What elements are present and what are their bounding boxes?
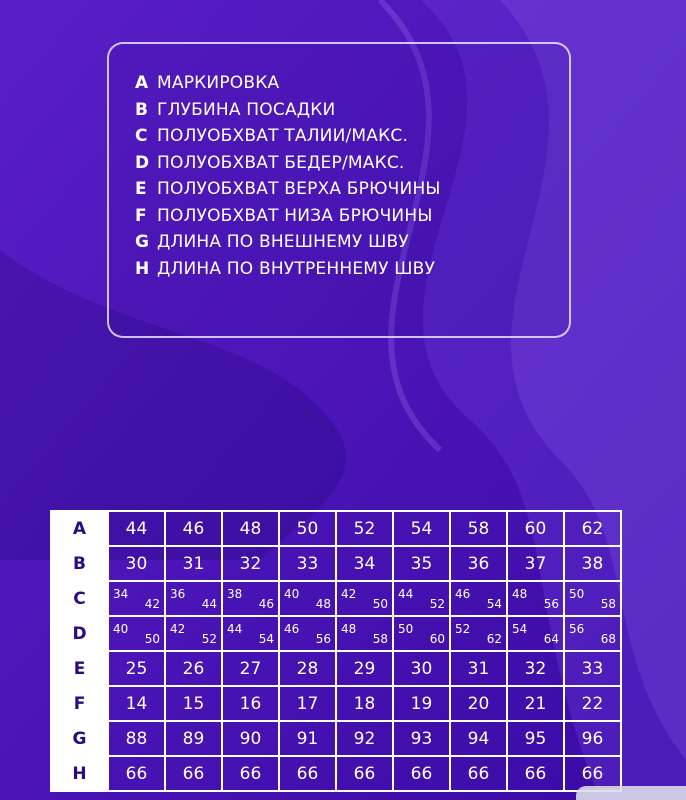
table-row xyxy=(51,756,621,791)
range-max: 54 xyxy=(486,597,502,611)
legend-item xyxy=(135,70,441,97)
table-cell: 66 xyxy=(393,756,450,791)
table-cell: 16 xyxy=(222,686,279,721)
table-cell: 66 xyxy=(564,756,621,791)
legend-item xyxy=(135,97,441,124)
table-cell: 66 xyxy=(450,756,507,791)
table-cell-range xyxy=(507,616,564,651)
legend-letter: D xyxy=(135,152,150,173)
table-cell: 66 xyxy=(507,756,564,791)
range-min: 44 xyxy=(227,622,243,636)
table-row xyxy=(51,651,621,686)
legend-text: ДЛИНА ПО ВНУТРЕННЕМУ ШВУ xyxy=(157,258,436,279)
range-pair xyxy=(109,617,164,650)
row-label: B xyxy=(51,546,108,581)
legend-text: ПОЛУОБХВАТ ВЕРХА БРЮЧИНЫ xyxy=(157,179,441,200)
table-cell: 94 xyxy=(450,721,507,756)
row-label: E xyxy=(51,651,108,686)
table-cell: 29 xyxy=(336,651,393,686)
table-cell: 66 xyxy=(222,756,279,791)
table-cell-range xyxy=(393,616,450,651)
range-pair xyxy=(337,617,392,650)
legend-text: ГЛУБИНА ПОСАДКИ xyxy=(157,99,336,120)
row-label: F xyxy=(51,686,108,721)
table-cell: 35 xyxy=(393,546,450,581)
range-pair xyxy=(166,582,221,615)
range-max: 64 xyxy=(543,632,559,646)
range-pair xyxy=(280,582,335,615)
table-cell: 34 xyxy=(336,546,393,581)
table-cell: 90 xyxy=(222,721,279,756)
table-cell-range xyxy=(222,616,279,651)
table-cell-range xyxy=(507,581,564,616)
table-cell: 31 xyxy=(165,546,222,581)
table-cell-range xyxy=(279,581,336,616)
legend-letter: E xyxy=(135,179,147,200)
table-row xyxy=(51,686,621,721)
table-row xyxy=(51,546,621,581)
range-max: 42 xyxy=(144,597,160,611)
row-label: G xyxy=(51,721,108,756)
table-cell: 18 xyxy=(336,686,393,721)
page-corner xyxy=(576,786,686,800)
range-pair xyxy=(508,617,563,650)
table-cell: 30 xyxy=(393,651,450,686)
table-cell-range xyxy=(336,616,393,651)
table-cell: 54 xyxy=(393,511,450,546)
table-cell: 33 xyxy=(279,546,336,581)
range-max: 50 xyxy=(144,632,160,646)
table-cell: 20 xyxy=(450,686,507,721)
table-cell: 62 xyxy=(564,511,621,546)
table-cell: 66 xyxy=(279,756,336,791)
range-max: 60 xyxy=(429,632,445,646)
legend-letter: C xyxy=(135,126,148,147)
range-max: 44 xyxy=(201,597,217,611)
table-cell: 15 xyxy=(165,686,222,721)
range-max: 56 xyxy=(315,632,331,646)
range-pair xyxy=(508,582,563,615)
legend-item xyxy=(135,229,441,256)
legend-letter: A xyxy=(135,73,149,94)
table-cell: 19 xyxy=(393,686,450,721)
range-min: 46 xyxy=(455,587,471,601)
table-cell-range xyxy=(108,616,165,651)
legend-box xyxy=(107,42,571,338)
table-cell: 27 xyxy=(222,651,279,686)
table-cell: 30 xyxy=(108,546,165,581)
range-pair xyxy=(565,582,620,615)
size-table xyxy=(50,510,622,792)
range-min: 44 xyxy=(398,587,414,601)
range-pair xyxy=(451,582,506,615)
table-cell: 44 xyxy=(108,511,165,546)
legend-text: ПОЛУОБХВАТ ТАЛИИ/МАКС. xyxy=(157,126,409,147)
range-min: 54 xyxy=(512,622,528,636)
table-cell: 89 xyxy=(165,721,222,756)
range-max: 48 xyxy=(315,597,331,611)
range-max: 62 xyxy=(486,632,502,646)
range-pair xyxy=(394,617,449,650)
range-pair xyxy=(109,582,164,615)
table-cell-range xyxy=(108,581,165,616)
range-min: 50 xyxy=(569,587,585,601)
range-min: 40 xyxy=(284,587,300,601)
range-max: 68 xyxy=(600,632,616,646)
legend-letter: H xyxy=(135,258,150,279)
table-cell-range xyxy=(279,616,336,651)
table-cell: 92 xyxy=(336,721,393,756)
table-cell: 91 xyxy=(279,721,336,756)
legend-text: ДЛИНА ПО ВНЕШНЕМУ ШВУ xyxy=(157,232,409,253)
range-min: 48 xyxy=(512,587,528,601)
table-cell: 93 xyxy=(393,721,450,756)
legend-text: ПОЛУОБХВАТ БЕДЕР/МАКС. xyxy=(157,152,405,173)
table-cell: 32 xyxy=(507,651,564,686)
table-cell-range xyxy=(450,581,507,616)
table-row xyxy=(51,581,621,616)
range-pair xyxy=(394,582,449,615)
table-cell-range xyxy=(165,616,222,651)
legend-item xyxy=(135,176,441,203)
table-cell-range xyxy=(564,616,621,651)
table-cell: 38 xyxy=(564,546,621,581)
table-cell: 32 xyxy=(222,546,279,581)
row-label: C xyxy=(51,581,108,616)
table-cell: 58 xyxy=(450,511,507,546)
table-cell: 52 xyxy=(336,511,393,546)
row-label: H xyxy=(51,756,108,791)
table-cell: 66 xyxy=(336,756,393,791)
range-min: 56 xyxy=(569,622,585,636)
range-pair xyxy=(565,617,620,650)
range-min: 42 xyxy=(341,587,357,601)
table-cell: 22 xyxy=(564,686,621,721)
table-cell: 17 xyxy=(279,686,336,721)
range-pair xyxy=(223,617,278,650)
table-cell: 96 xyxy=(564,721,621,756)
range-min: 52 xyxy=(455,622,471,636)
table-cell: 95 xyxy=(507,721,564,756)
range-pair xyxy=(280,617,335,650)
table-cell: 60 xyxy=(507,511,564,546)
range-max: 46 xyxy=(258,597,274,611)
range-min: 50 xyxy=(398,622,414,636)
legend-list xyxy=(135,70,441,282)
range-max: 50 xyxy=(372,597,388,611)
range-pair xyxy=(337,582,392,615)
range-pair xyxy=(223,582,278,615)
table-cell-range xyxy=(336,581,393,616)
table-cell: 28 xyxy=(279,651,336,686)
range-max: 52 xyxy=(429,597,445,611)
table-cell: 33 xyxy=(564,651,621,686)
table-cell-range xyxy=(564,581,621,616)
range-max: 52 xyxy=(201,632,217,646)
row-label: A xyxy=(51,511,108,546)
range-max: 58 xyxy=(372,632,388,646)
legend-text: МАРКИРОВКА xyxy=(157,73,280,94)
legend-letter: B xyxy=(135,99,149,120)
table-cell: 31 xyxy=(450,651,507,686)
table-cell: 66 xyxy=(165,756,222,791)
table-cell-range xyxy=(165,581,222,616)
range-min: 46 xyxy=(284,622,300,636)
range-min: 34 xyxy=(113,587,129,601)
range-min: 42 xyxy=(170,622,186,636)
range-max: 54 xyxy=(258,632,274,646)
table-row xyxy=(51,721,621,756)
table-cell-range xyxy=(222,581,279,616)
table-cell: 37 xyxy=(507,546,564,581)
table-row xyxy=(51,511,621,546)
row-label: D xyxy=(51,616,108,651)
range-min: 48 xyxy=(341,622,357,636)
table-cell: 66 xyxy=(108,756,165,791)
table-cell: 50 xyxy=(279,511,336,546)
table-cell: 21 xyxy=(507,686,564,721)
table-cell: 46 xyxy=(165,511,222,546)
legend-letter: G xyxy=(135,232,150,253)
range-min: 38 xyxy=(227,587,243,601)
range-min: 40 xyxy=(113,622,129,636)
legend-item xyxy=(135,256,441,283)
range-min: 36 xyxy=(170,587,186,601)
range-pair xyxy=(451,617,506,650)
table-cell: 36 xyxy=(450,546,507,581)
table-cell: 25 xyxy=(108,651,165,686)
legend-item xyxy=(135,123,441,150)
range-max: 56 xyxy=(543,597,559,611)
table-cell: 14 xyxy=(108,686,165,721)
table-row xyxy=(51,616,621,651)
table-cell: 26 xyxy=(165,651,222,686)
table-cell: 88 xyxy=(108,721,165,756)
legend-item xyxy=(135,150,441,177)
range-max: 58 xyxy=(600,597,616,611)
legend-item xyxy=(135,203,441,230)
table-cell: 48 xyxy=(222,511,279,546)
legend-text: ПОЛУОБХВАТ НИЗА БРЮЧИНЫ xyxy=(157,205,433,226)
legend-letter: F xyxy=(135,205,147,226)
table-cell-range xyxy=(450,616,507,651)
range-pair xyxy=(166,617,221,650)
table-cell-range xyxy=(393,581,450,616)
